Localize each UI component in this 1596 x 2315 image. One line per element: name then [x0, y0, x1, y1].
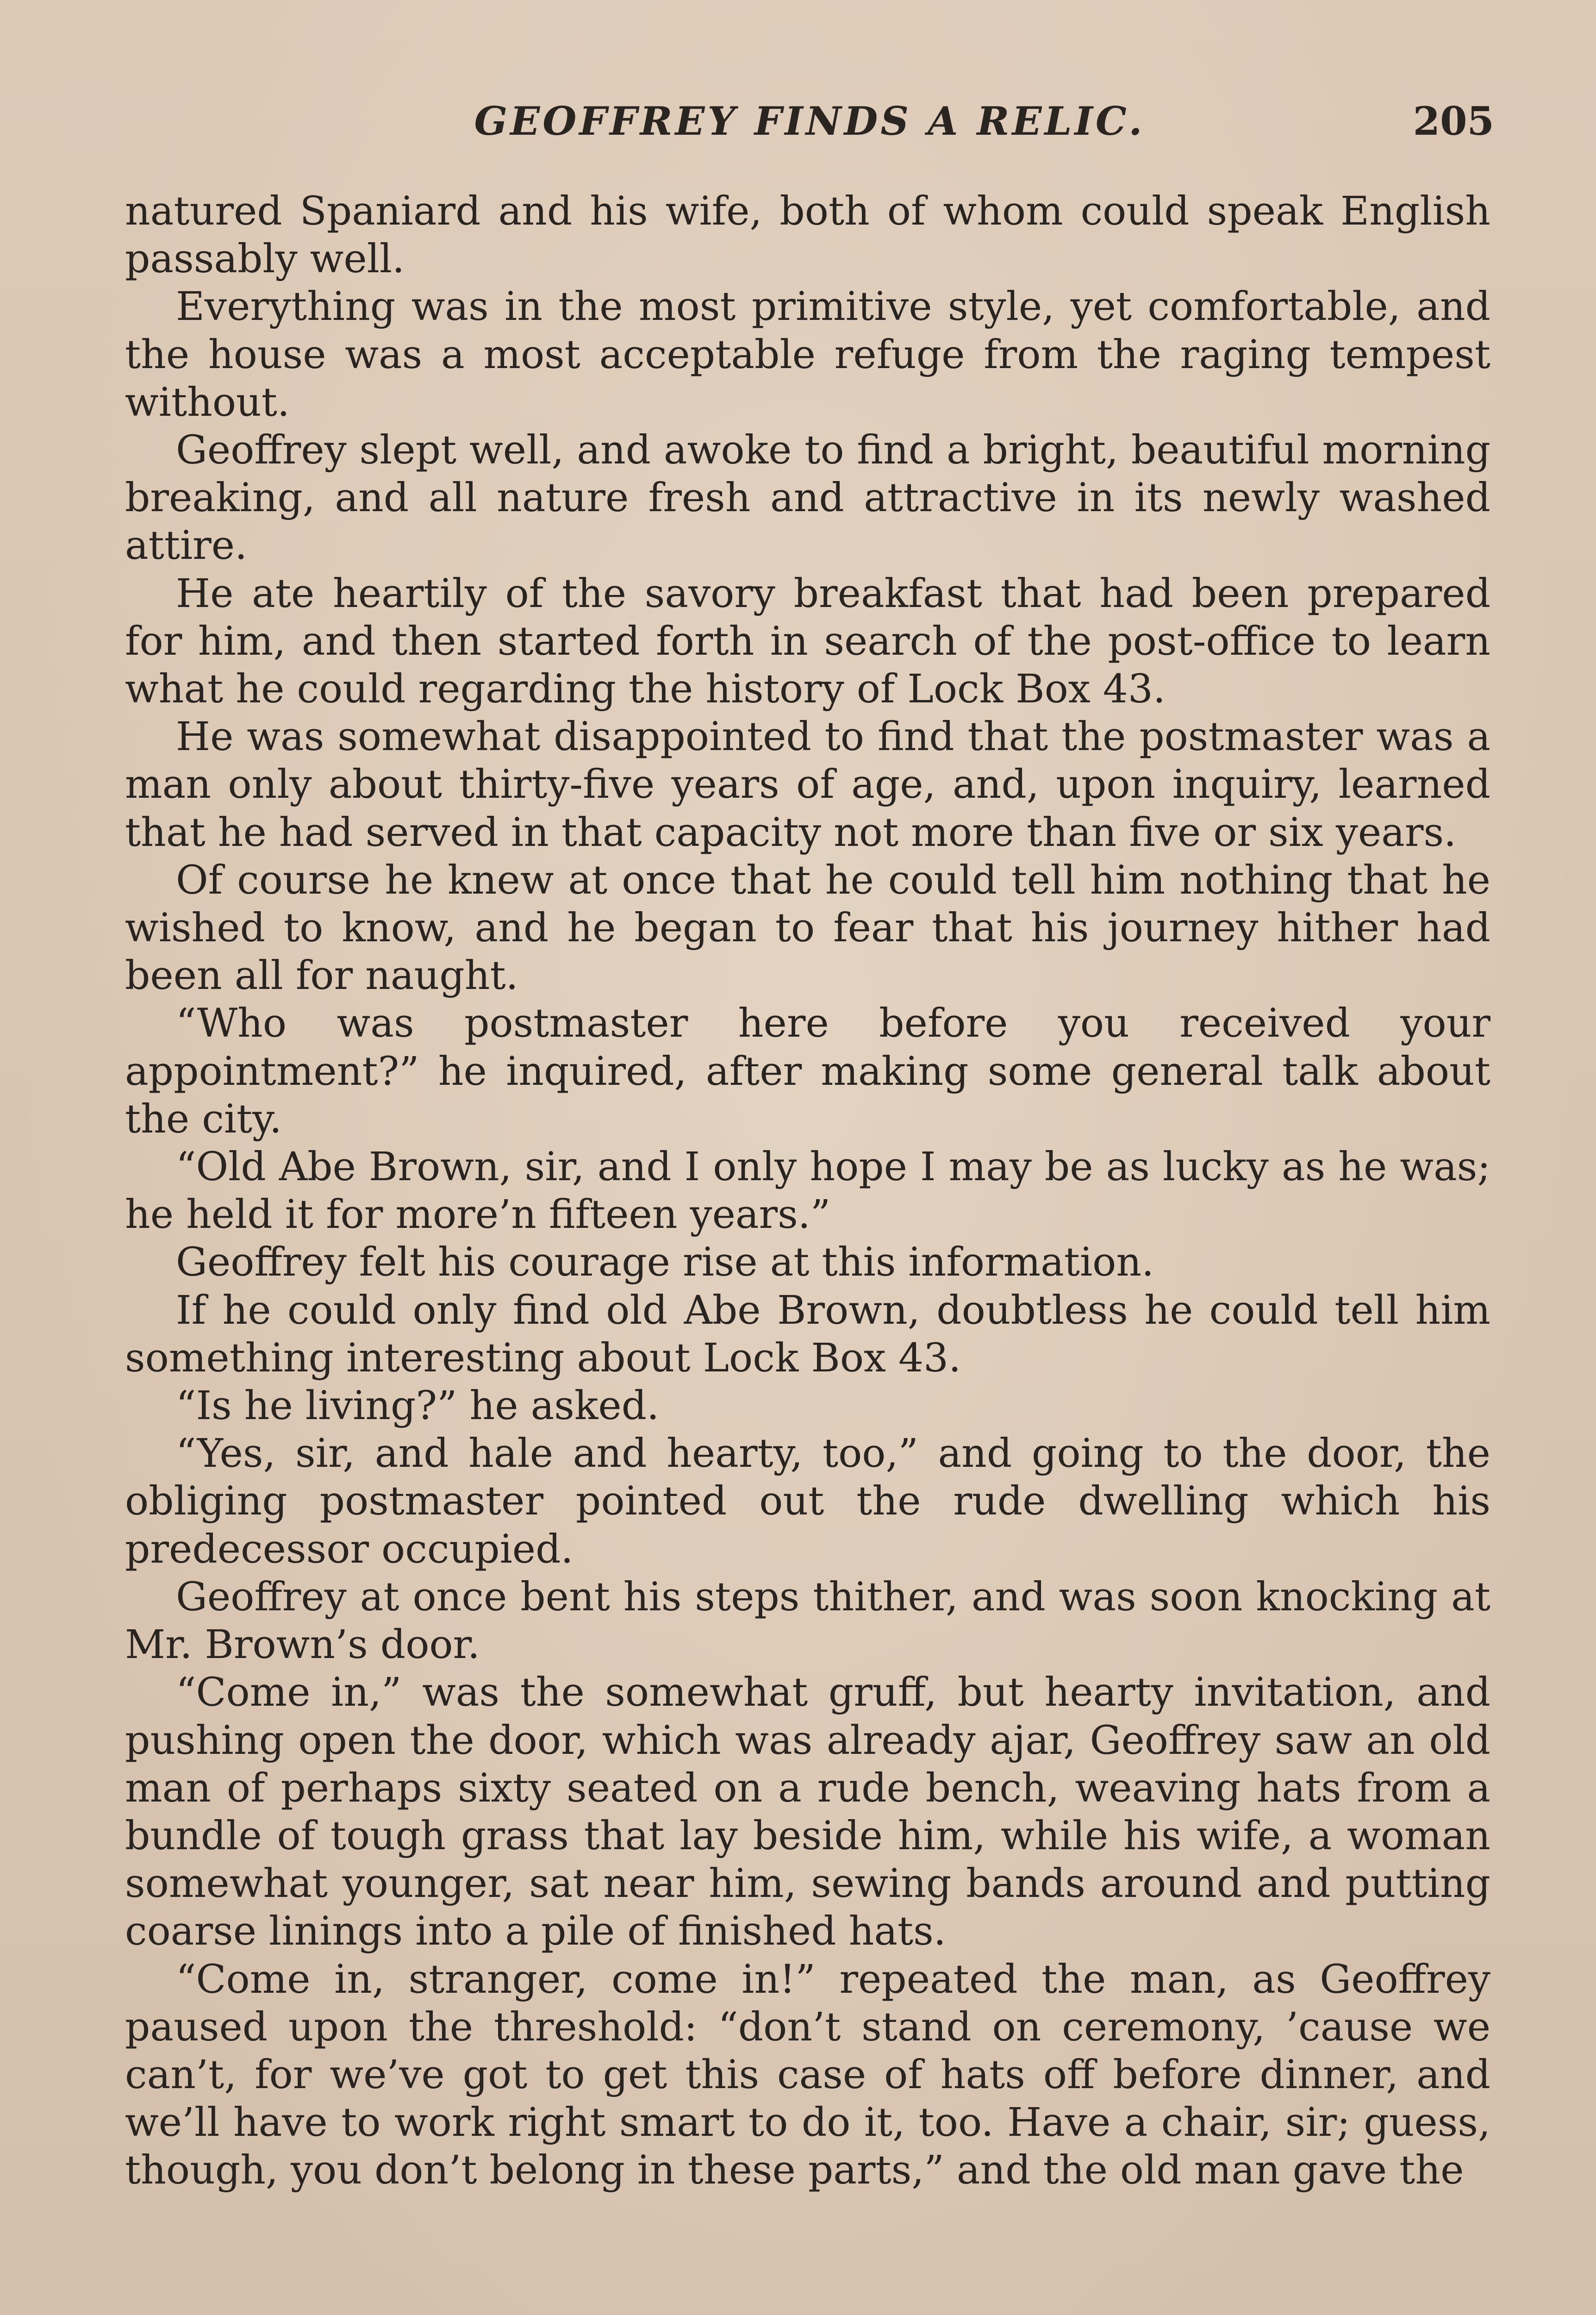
paragraph: He was somewhat disappointed to find that the postmaster was a man only about thirty-five years of age, and, upon inquiry, learned that he had served in that capacity not more than five or six years. — [125, 714, 1490, 856]
paragraph: Geoffrey slept well, and awoke to find a bright, beautiful morning breaking, and all nature fresh and attractive in its newly washed attire. — [125, 427, 1490, 569]
page-header — [125, 98, 1494, 163]
paragraph: Of course he knew at once that he could tell him nothing that he wished to know, and he began to fear that his journey hither had been all for naught. — [125, 857, 1490, 999]
paragraph: “Is he living?” he asked. — [176, 1383, 660, 1429]
paragraph: Geoffrey at once bent his steps thither, and was soon knocking at Mr. Brown’s door. — [125, 1574, 1490, 1668]
paragraph: natured Spaniard and his wife, both of whom could speak English passably well. — [125, 188, 1490, 282]
paragraph: Everything was in the most primitive style, yet comfortable, and the house was a most acceptable refuge from the raging tempest without. — [125, 284, 1490, 425]
paragraph: He ate heartily of the savory breakfast that had been prepared for him, and then started forth in search of the post-office to learn what he could regarding the history of Lock Box 43. — [125, 570, 1490, 713]
page-number: 205 — [1413, 98, 1494, 144]
body-text — [125, 188, 1490, 2195]
paragraph: “Yes, sir, and hale and hearty, too,” and going to the door, the obliging postmaster pointed out the rude dwelling which his predecessor occupied. — [125, 1431, 1490, 1572]
paragraph: “Who was postmaster here before you received your appointment?” he inquired, after making some general talk about the city. — [125, 1001, 1490, 1142]
running-head: GEOFFREY FINDS A RELIC. — [474, 98, 1145, 144]
paragraph: Geoffrey felt his courage rise at this information. — [176, 1239, 1154, 1286]
paragraph: “Old Abe Brown, sir, and I only hope I may be as lucky as he was; he held it for more’n fifteen years.” — [125, 1144, 1490, 1238]
paragraph: “Come in, stranger, come in!” repeated the man, as Geoffrey paused upon the threshold: “don’t stand on ceremony, ’cause we can’t, for we’ve got to get this case of hats off before dinner, and we’ll have to work right smart to do it, too. Have a chair, sir; guess, though, you don’t belong in these parts,” and the old man gave the — [125, 1956, 1490, 2194]
paragraph: “Come in,” was the somewhat gruff, but hearty invitation, and pushing open the door, which was already ajar, Geoffrey saw an old man of perhaps sixty seated on a rude bench, weaving hats from a bundle of tough grass that lay beside him, while his wife, a woman somewhat younger, sat near him, sewing bands around and putting coarse linings into a pile of finished hats. — [125, 1670, 1490, 1955]
paragraph: If he could only find old Abe Brown, doubtless he could tell him something interesting about Lock Box 43. — [125, 1287, 1490, 1381]
